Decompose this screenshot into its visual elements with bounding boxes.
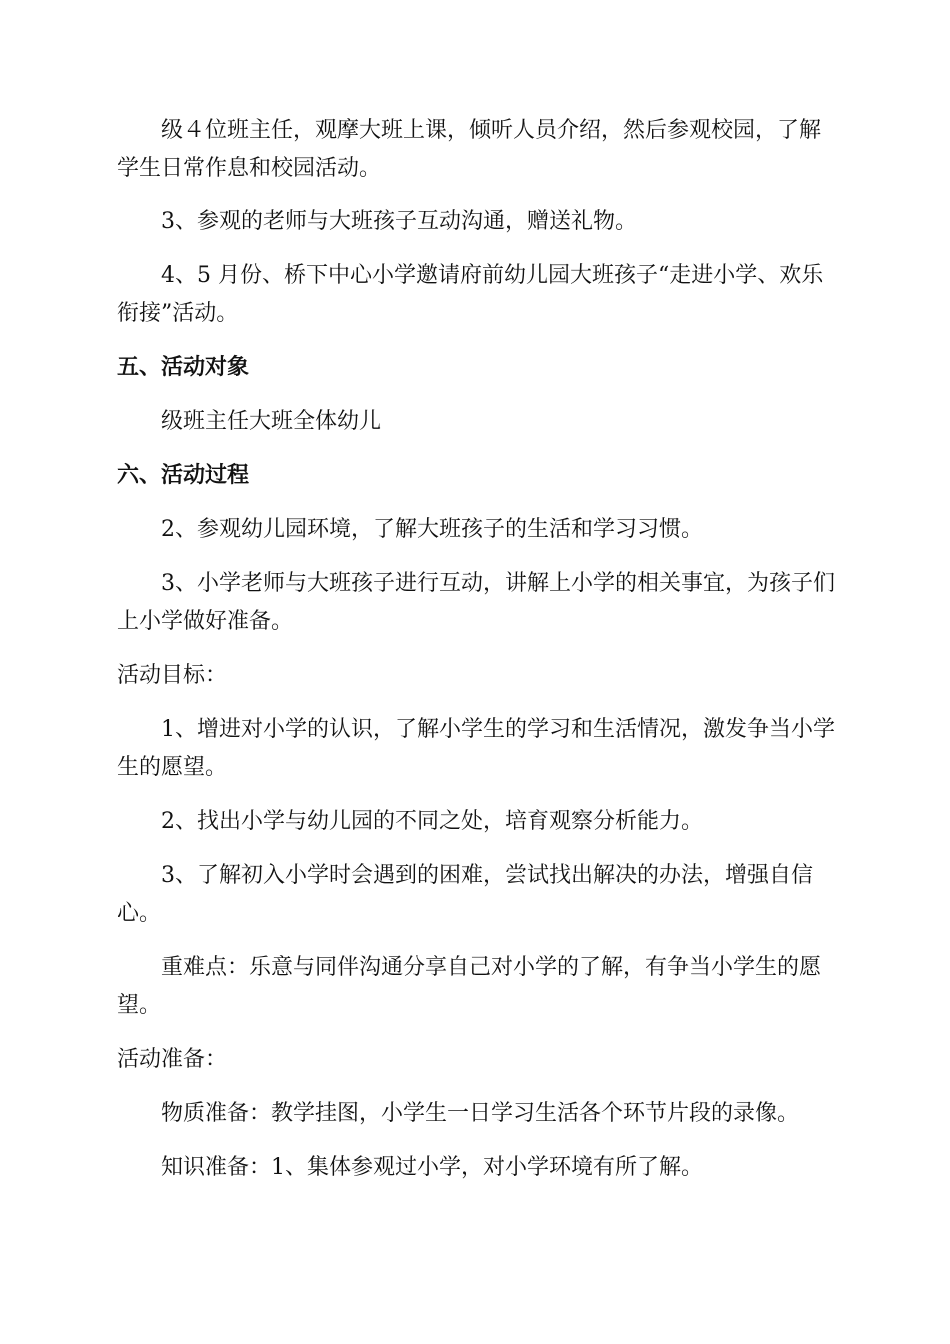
- paragraph-process-3: 3、小学老师与大班孩子进行互动，讲解上小学的相关事宜，为孩子们上小学做好准备。: [117, 571, 835, 634]
- paragraph-goal-1: 1、增进对小学的认识，了解小学生的学习和生活情况，激发争当小学生的愿望。: [117, 717, 835, 780]
- paragraph-goal-3: 3、了解初入小学时会遇到的困难，尝试找出解决的办法，增强自信心。: [117, 863, 813, 926]
- paragraph-intro-continued: 级４位班主任，观摩大班上课，倾听人员介绍，然后参观校园，了解学生日常作息和校园活动。: [117, 118, 822, 181]
- heading-activity-process: 六、活动过程: [117, 463, 250, 488]
- paragraph-goal-2: 2、找出小学与幼儿园的不同之处，培育观察分析能力。: [161, 809, 703, 834]
- paragraph-target-audience: 级班主任大班全体幼儿: [161, 409, 382, 434]
- paragraph-process-2: 2、参观幼儿园环境，了解大班孩子的生活和学习习惯。: [161, 517, 703, 542]
- paragraph-item-3-gift: 3、参观的老师与大班孩子互动沟通，赠送礼物。: [161, 209, 637, 234]
- paragraph-knowledge-prep: 知识准备：1、集体参观过小学，对小学环境有所了解。: [161, 1155, 703, 1180]
- label-activity-preparation: 活动准备：: [117, 1047, 228, 1072]
- paragraph-key-difficulty: 重难点：乐意与同伴沟通分享自己对小学的了解，有争当小学生的愿望。: [117, 955, 822, 1018]
- paragraph-item-4-may: 4、5 月份、桥下中心小学邀请府前幼儿园大班孩子“走进小学、欢乐衔接”活动。: [117, 263, 824, 326]
- heading-activity-target: 五、活动对象: [117, 355, 250, 380]
- paragraph-material-prep: 物质准备：教学挂图，小学生一日学习生活各个环节片段的录像。: [161, 1101, 800, 1126]
- label-activity-goals: 活动目标：: [117, 663, 228, 688]
